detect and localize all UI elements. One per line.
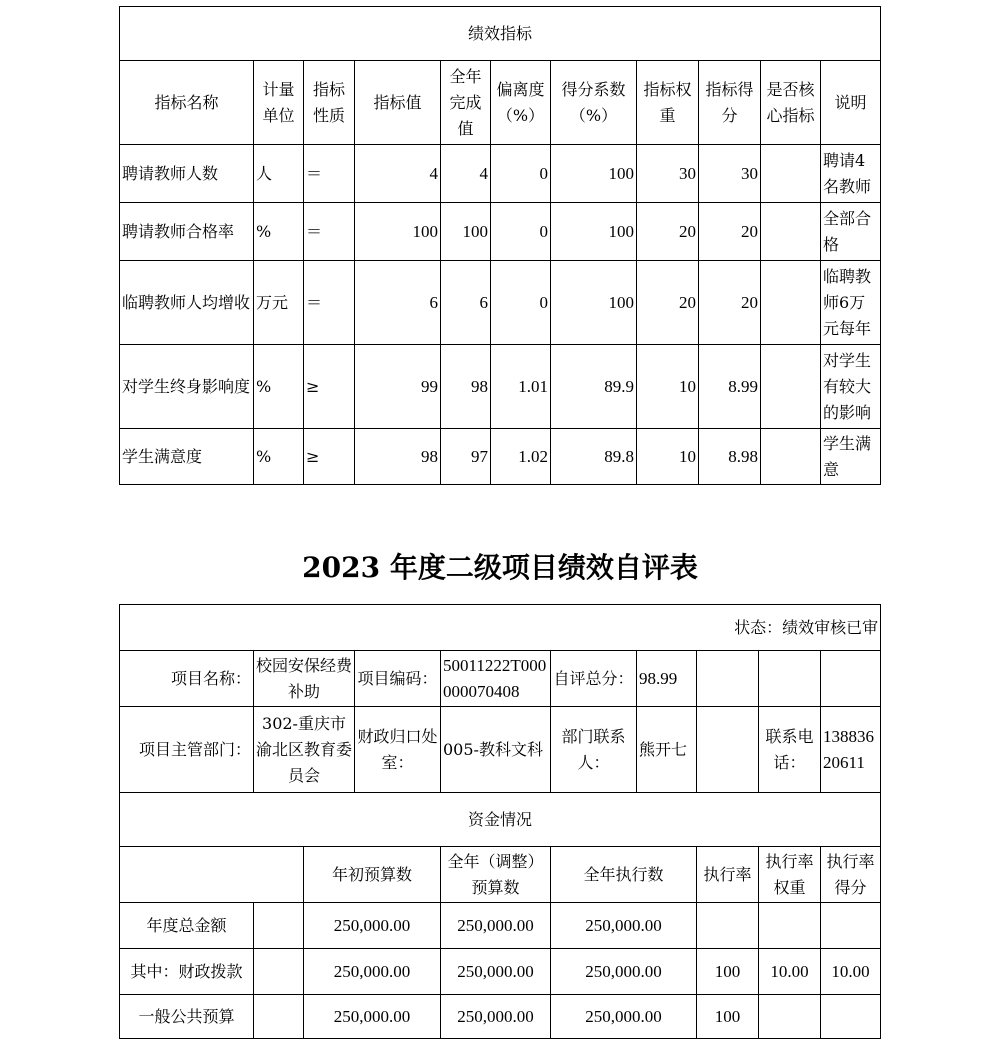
funds-score — [821, 903, 881, 949]
indicator-target: 98 — [355, 429, 441, 485]
indicator-actual: 100 — [441, 203, 491, 261]
funds-rate: 100 — [697, 949, 759, 995]
contact-value: 熊开七 — [637, 707, 697, 793]
indicator-deviation: 1.02 — [491, 429, 551, 485]
indicator-target: 99 — [355, 345, 441, 429]
project-code-value: 50011222T000000070408 — [441, 651, 551, 707]
finance-label: 财政归口处室： — [355, 707, 441, 793]
indicator-nature: ≥ — [304, 345, 355, 429]
header-actual: 全年完成值 — [441, 61, 491, 145]
funds-header-weight: 执行率权重 — [759, 847, 821, 903]
self-score-label: 自评总分： — [551, 651, 637, 707]
indicator-note: 临聘教师6万元每年 — [821, 261, 881, 345]
indicator-nature: ＝ — [304, 145, 355, 203]
empty-cell — [254, 995, 304, 1039]
funds-title: 资金情况 — [120, 793, 881, 847]
indicator-target: 6 — [355, 261, 441, 345]
funds-header-executed: 全年执行数 — [551, 847, 697, 903]
empty-cell — [254, 949, 304, 995]
indicator-actual: 6 — [441, 261, 491, 345]
funds-score — [821, 995, 881, 1039]
header-note: 说明 — [821, 61, 881, 145]
funds-adjusted: 250,000.00 — [441, 949, 551, 995]
indicator-deviation: 0 — [491, 145, 551, 203]
indicator-coefficient: 100 — [551, 145, 637, 203]
indicator-target: 100 — [355, 203, 441, 261]
funds-weight: 10.00 — [759, 949, 821, 995]
indicator-note: 对学生有较大的影响 — [821, 345, 881, 429]
indicator-note: 聘请4名教师 — [821, 145, 881, 203]
funds-rate — [697, 903, 759, 949]
indicator-deviation: 0 — [491, 261, 551, 345]
indicator-note: 全部合格 — [821, 203, 881, 261]
indicator-nature: ＝ — [304, 203, 355, 261]
self-score-value: 98.99 — [637, 651, 697, 707]
indicator-score: 20 — [699, 203, 761, 261]
funds-adjusted: 250,000.00 — [441, 995, 551, 1039]
indicator-core — [761, 145, 821, 203]
funds-initial: 250,000.00 — [304, 995, 441, 1039]
table-row — [120, 949, 881, 995]
funds-header-adjusted: 全年（调整）预算数 — [441, 847, 551, 903]
empty-cell — [254, 903, 304, 949]
indicator-deviation: 0 — [491, 203, 551, 261]
dept-label: 项目主管部门： — [120, 707, 254, 793]
indicator-nature: ＝ — [304, 261, 355, 345]
funds-weight — [759, 995, 821, 1039]
indicator-actual: 98 — [441, 345, 491, 429]
empty-cell — [697, 651, 759, 707]
finance-value: 005-教科文科 — [441, 707, 551, 793]
header-score: 指标得分 — [699, 61, 761, 145]
indicator-core — [761, 345, 821, 429]
status-text: 状态：绩效审核已审 — [120, 605, 881, 651]
indicator-name: 对学生终身影响度 — [120, 345, 254, 429]
indicator-coefficient: 89.9 — [551, 345, 637, 429]
indicator-note: 学生满意 — [821, 429, 881, 485]
header-nature: 指标性质 — [304, 61, 355, 145]
indicator-nature: ≥ — [304, 429, 355, 485]
indicator-weight: 10 — [637, 345, 699, 429]
table-row — [120, 203, 881, 261]
contact-label: 部门联系人： — [551, 707, 637, 793]
indicator-unit: % — [254, 429, 304, 485]
header-target: 指标值 — [355, 61, 441, 145]
empty-cell — [697, 707, 759, 793]
indicator-unit: 万元 — [254, 261, 304, 345]
indicator-name: 聘请教师合格率 — [120, 203, 254, 261]
empty-cell — [759, 651, 821, 707]
indicator-coefficient: 89.8 — [551, 429, 637, 485]
indicator-name: 临聘教师人均增收 — [120, 261, 254, 345]
indicator-unit: % — [254, 345, 304, 429]
indicator-score: 8.98 — [699, 429, 761, 485]
table-row — [120, 995, 881, 1039]
indicator-score: 30 — [699, 145, 761, 203]
funds-header-initial: 年初预算数 — [304, 847, 441, 903]
funds-row-label: 一般公共预算 — [120, 995, 254, 1039]
funds-executed: 250,000.00 — [551, 995, 697, 1039]
page-title: 2023 年度二级项目绩效自评表 — [302, 551, 698, 584]
funds-weight — [759, 903, 821, 949]
indicator-core — [761, 203, 821, 261]
indicator-score: 20 — [699, 261, 761, 345]
table-row — [120, 903, 881, 949]
indicator-core — [761, 261, 821, 345]
table-row — [120, 345, 881, 429]
indicator-unit: 人 — [254, 145, 304, 203]
phone-label: 联系电话： — [759, 707, 821, 793]
table-row — [120, 261, 881, 345]
funds-adjusted: 250,000.00 — [441, 903, 551, 949]
header-core: 是否核心指标 — [761, 61, 821, 145]
empty-cell — [120, 847, 304, 903]
indicator-weight: 20 — [637, 261, 699, 345]
table-row — [120, 429, 881, 485]
funds-row-label: 年度总金额 — [120, 903, 254, 949]
funds-header-rate: 执行率 — [697, 847, 759, 903]
indicator-table-title: 绩效指标 — [120, 7, 881, 61]
indicator-unit: % — [254, 203, 304, 261]
funds-score: 10.00 — [821, 949, 881, 995]
indicator-actual: 97 — [441, 429, 491, 485]
header-deviation: 偏离度（%） — [491, 61, 551, 145]
indicator-deviation: 1.01 — [491, 345, 551, 429]
header-indicator-name: 指标名称 — [120, 61, 254, 145]
indicator-name: 聘请教师人数 — [120, 145, 254, 203]
indicator-name: 学生满意度 — [120, 429, 254, 485]
project-name-label: 项目名称： — [120, 651, 254, 707]
project-code-label: 项目编码： — [355, 651, 441, 707]
table-row — [120, 145, 881, 203]
funds-initial: 250,000.00 — [304, 949, 441, 995]
self-evaluation-table — [119, 604, 881, 1039]
dept-value: 302-重庆市渝北区教育委员会 — [254, 707, 355, 793]
indicator-weight: 20 — [637, 203, 699, 261]
funds-executed: 250,000.00 — [551, 949, 697, 995]
indicator-coefficient: 100 — [551, 261, 637, 345]
funds-initial: 250,000.00 — [304, 903, 441, 949]
indicator-core — [761, 429, 821, 485]
funds-executed: 250,000.00 — [551, 903, 697, 949]
indicator-table — [119, 6, 881, 485]
project-name-value: 校园安保经费补助 — [254, 651, 355, 707]
indicator-coefficient: 100 — [551, 203, 637, 261]
phone-value: 13883620611 — [821, 707, 881, 793]
indicator-score: 8.99 — [699, 345, 761, 429]
indicator-actual: 4 — [441, 145, 491, 203]
indicator-weight: 10 — [637, 429, 699, 485]
header-unit: 计量单位 — [254, 61, 304, 145]
header-coefficient: 得分系数（%） — [551, 61, 637, 145]
empty-cell — [821, 651, 881, 707]
funds-header-score: 执行率得分 — [821, 847, 881, 903]
header-weight: 指标权重 — [637, 61, 699, 145]
funds-rate: 100 — [697, 995, 759, 1039]
indicator-target: 4 — [355, 145, 441, 203]
funds-row-label: 其中：财政拨款 — [120, 949, 254, 995]
indicator-weight: 30 — [637, 145, 699, 203]
